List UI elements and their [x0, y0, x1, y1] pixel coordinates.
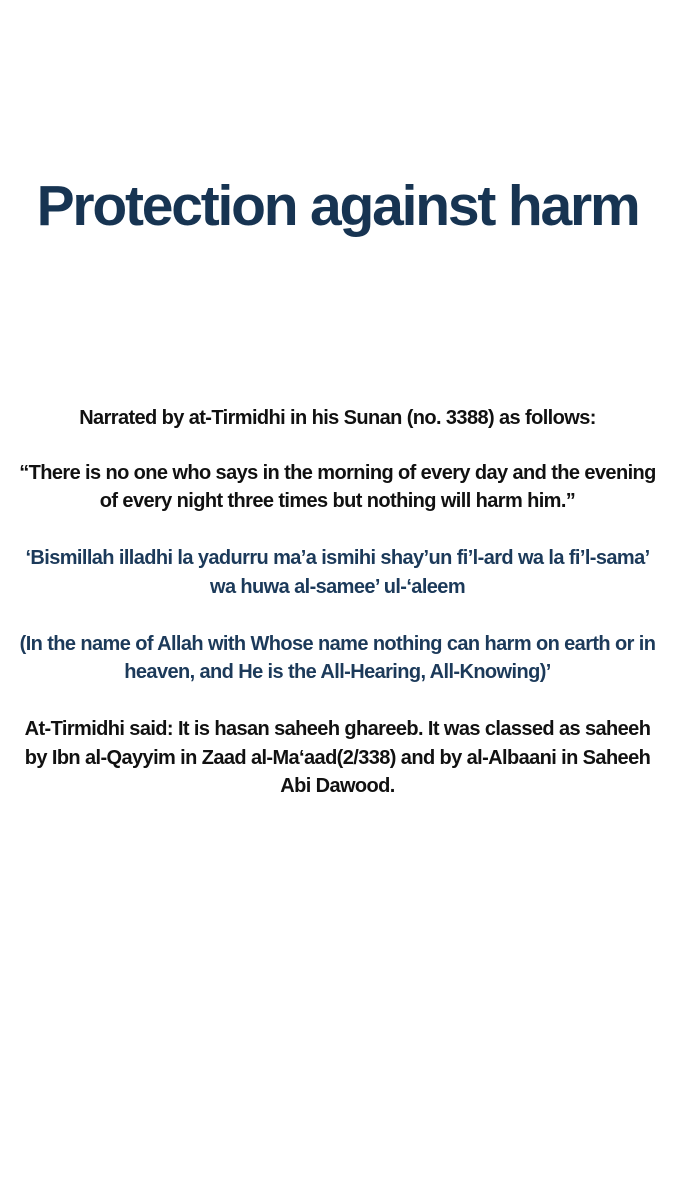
hadith-quote: “There is no one who says in the morning of every day and the evening of every night three times but nothing will harm him.” [19, 461, 656, 512]
dua-translation: (In the name of Allah with Whose name nothing can harm on earth or in heaven, and He is the All-Hearing, All-Knowing)’ [19, 632, 656, 683]
page-title: Protection against harm [36, 174, 639, 238]
grading-note: At-Tirmidhi said: It is hasan saheeh ghareeb. It was classed as saheeh by Ibn al-Qayyim in Zaad al-Ma‘aad(2/338) and by al-Albaani in Saheeh Abi Dawood. [24, 718, 651, 797]
article-body [14, 404, 661, 829]
dua-transliteration: ‘Bismillah illadhi la yadurru ma’a ismihi shay’un fi’l-ard wa la fi’l-sama’ wa huwa al-samee’ ul-‘aleem [25, 547, 650, 598]
narration-line: Narrated by at-Tirmidhi in his Sunan (no. 3388) as follows: [79, 407, 596, 429]
